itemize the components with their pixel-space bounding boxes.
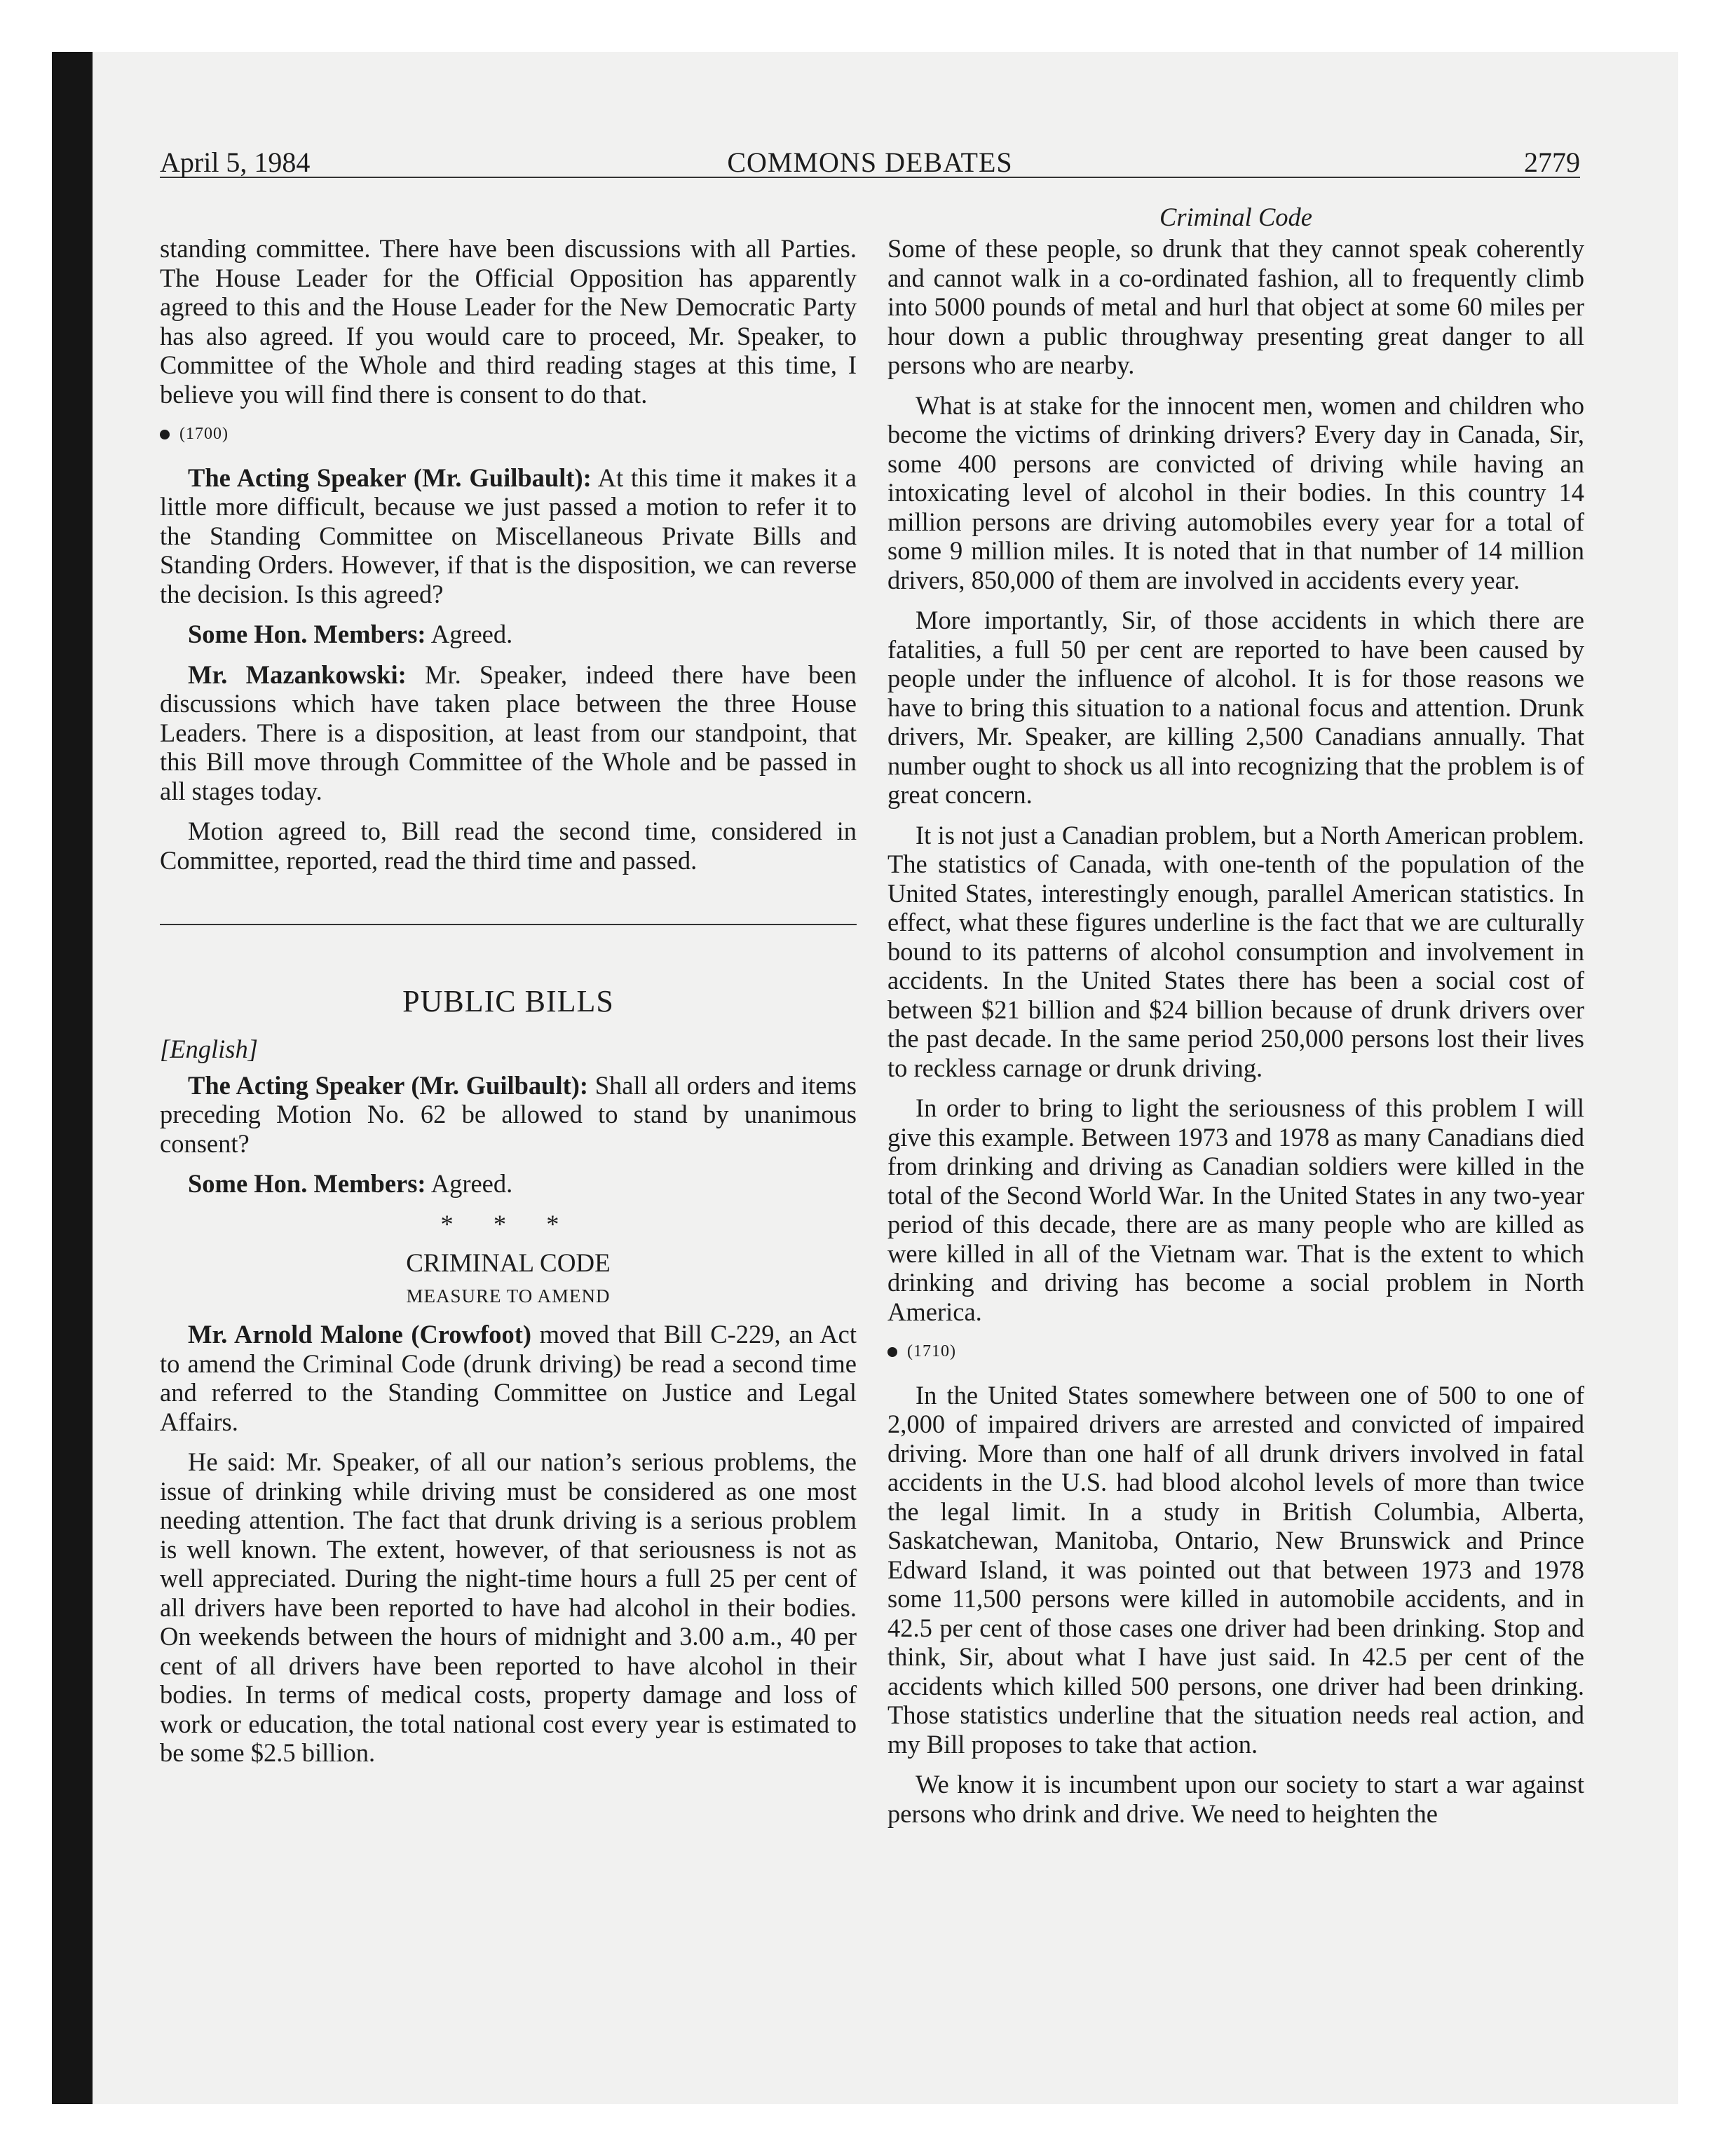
speech-paragraph bbox=[160, 1071, 857, 1159]
paragraph: In order to bring to light the seriousness of this problem I will give this example. Between 1973 and 1978 as many Canadians died from drinking and driving as Canadian soldiers were killed in the total of the Second World War. In the United States in any two-year period of this decade, there are as many people who are killed as were killed in all of the Vietnam war. That is the extent to which drinking and driving has become a social problem in North America. bbox=[887, 1093, 1584, 1326]
paragraph: Some of these people, so drunk that they cannot speak coherently and cannot walk in a co-ordinated fashion, all to frequently climb into 5000 pounds of metal and hurl that object at some 60 miles per hour down a public throughway presenting great danger to all persons who are nearby. bbox=[887, 234, 1584, 379]
header-page-number: 2779 bbox=[1524, 146, 1580, 178]
section-subtitle: MEASURE TO AMEND bbox=[406, 1285, 611, 1306]
speech-paragraph bbox=[160, 1169, 857, 1199]
speaker-name: The Acting Speaker (Mr. Guilbault): bbox=[188, 1070, 589, 1100]
time-marker-label: (1700) bbox=[179, 425, 229, 443]
paragraph: He said: Mr. Speaker, of all our nation’s serious problems, the issue of drinking while driving must be considered as one most needing attention. The fact that drunk driving is a serious problem is well known. The extent, however, of that seriousness is not as well appreciated. During the night-time hours a full 25 per cent of all drivers have been reported to have had alcohol in their bodies. On weekends between the hours of midnight and 3.00 a.m., 40 per cent of all drivers have been reported to have alcohol in their bodies. In terms of medical costs, property damage and loss of work or education, the total national cost every year is estimated to be some $2.5 billion. bbox=[160, 1447, 857, 1767]
bullet-icon bbox=[887, 1347, 897, 1357]
left-column bbox=[160, 234, 857, 1779]
speaker-name: Some Hon. Members: bbox=[188, 1169, 426, 1198]
section-heading-public-bills: PUBLIC BILLS bbox=[402, 984, 614, 1018]
speech-text: Agreed. bbox=[430, 1169, 513, 1198]
motion-paragraph: Motion agreed to, Bill read the second time, considered in Committee, reported, read the third time and passed. bbox=[160, 817, 857, 875]
paragraph: It is not just a Canadian problem, but a North American problem. The statistics of Canada, with one-tenth of the population of the United States, interestingly enough, parallel American statistics. In effect, what these figures underline is the fact that we are culturally bound to its patterns of alcohol consumption and involvement in accidents. In the United States there has been a social cost of between $21 billion and $24 billion because of drunk drivers over the past decade. In the same period 250,000 persons lost their lives to reckless carnage or drunk driving. bbox=[887, 820, 1584, 1082]
paragraph: We know it is incumbent upon our society to start a war against persons who drink and drive. We need to heighten the bbox=[887, 1770, 1584, 1828]
paragraph: In the United States somewhere between one of 500 to one of 2,000 of impaired drivers are arrested and convicted of impaired driving. More than one half of all drunk drivers involved in fatal accidents in the U.S. had blood alcohol levels of more than twice the legal limit. In a study in British Columbia, Alberta, Saskatchewan, Manitoba, Ontario, New Brunswick and Prince Edward Island, it was pointed out that between 1973 and 1978 some 11,500 persons were killed in automobile accidents, and in 42.5 per cent of those cases one driver had been drinking. Stop and think, Sir, about what I have just said. In 42.5 per cent of the accidents which killed 500 persons, one driver had been drinking. Those statistics underline that the situation needs real action, and my Bill proposes to take that action. bbox=[887, 1380, 1584, 1759]
bullet-icon bbox=[160, 430, 170, 439]
header-date: April 5, 1984 bbox=[160, 146, 311, 178]
speech-text: At this time it makes it a little more difficult, because we just passed a motion to refer it to the Standing Committee on Miscellaneous Private Bills and Standing Orders. However, if that is the disposition, we can reverse the decision. Is this agreed? bbox=[160, 463, 857, 608]
speech-paragraph bbox=[160, 660, 857, 806]
scan-binding-edge bbox=[52, 52, 93, 2104]
speech-text: Shall all orders and items preceding Motion No. 62 be allowed to stand by unanimous consent? bbox=[160, 1070, 857, 1158]
paragraph: What is at stake for the innocent men, women and children who become the victims of drinking drivers? Every day in Canada, Sir, some 400 persons are convicted of driving while having an intoxicating level of alcohol in their bodies. In this country 14 million persons are driving automobiles every year for a total of some 9 million miles. It is noted that in that number of 14 million drivers, 850,000 of them are involved in accidents every year. bbox=[887, 390, 1584, 594]
right-column bbox=[887, 234, 1584, 1839]
speech-text: Mr. Speaker, indeed there have been discussions which have taken place between the three House Leaders. There is a disposition, at least from our standpoint, that this Bill move through Committee of the Whole and be passed in all stages today. bbox=[160, 660, 857, 805]
running-head: Criminal Code bbox=[1159, 203, 1312, 231]
speaker-name: The Acting Speaker (Mr. Guilbault): bbox=[188, 463, 592, 492]
speech-text: moved that Bill C-229, an Act to amend the Criminal Code (drunk driving) be read a second time and referred to the Standing Committee on Justice and Legal Affairs. bbox=[160, 1320, 857, 1436]
paragraph: standing committee. There have been discussions with all Parties. The House Leader for the Official Opposition has apparently agreed to this and the House Leader for the New Democratic Party has also agreed. If you would care to proceed, Mr. Speaker, to Committee of the Whole and third reading stages at this time, I believe you will find there is consent to do that. bbox=[160, 234, 857, 409]
speech-text: Agreed. bbox=[430, 620, 513, 648]
speech-paragraph bbox=[160, 1320, 857, 1436]
paragraph: More importantly, Sir, of those accidents in which there are fatalities, a full 50 per cent are reported to have been caused by people under the influence of alcohol. It is for those reasons we have to bring this situation to a national focus and attention. Drunk drivers, Mr. Speaker, are killing 2,500 Canadians annually. That number ought to shock us all into recognizing that the problem is of great concern. bbox=[887, 606, 1584, 809]
time-marker bbox=[887, 1337, 1584, 1367]
time-marker-label: (1710) bbox=[907, 1342, 956, 1360]
speaker-name: Mr. Arnold Malone (Crowfoot) bbox=[188, 1320, 531, 1349]
speech-paragraph bbox=[160, 620, 857, 649]
time-marker bbox=[160, 420, 857, 449]
language-note: [English] bbox=[160, 1035, 258, 1063]
section-title: CRIMINAL CODE bbox=[406, 1249, 611, 1278]
speaker-name: Mr. Mazankowski: bbox=[188, 660, 407, 689]
speaker-name: Some Hon. Members: bbox=[188, 620, 426, 648]
page-header bbox=[160, 140, 1580, 178]
section-divider bbox=[160, 924, 857, 925]
header-title: COMMONS DEBATES bbox=[727, 146, 1013, 178]
speech-paragraph bbox=[160, 463, 857, 609]
section-separator-stars: * * * bbox=[440, 1209, 576, 1239]
